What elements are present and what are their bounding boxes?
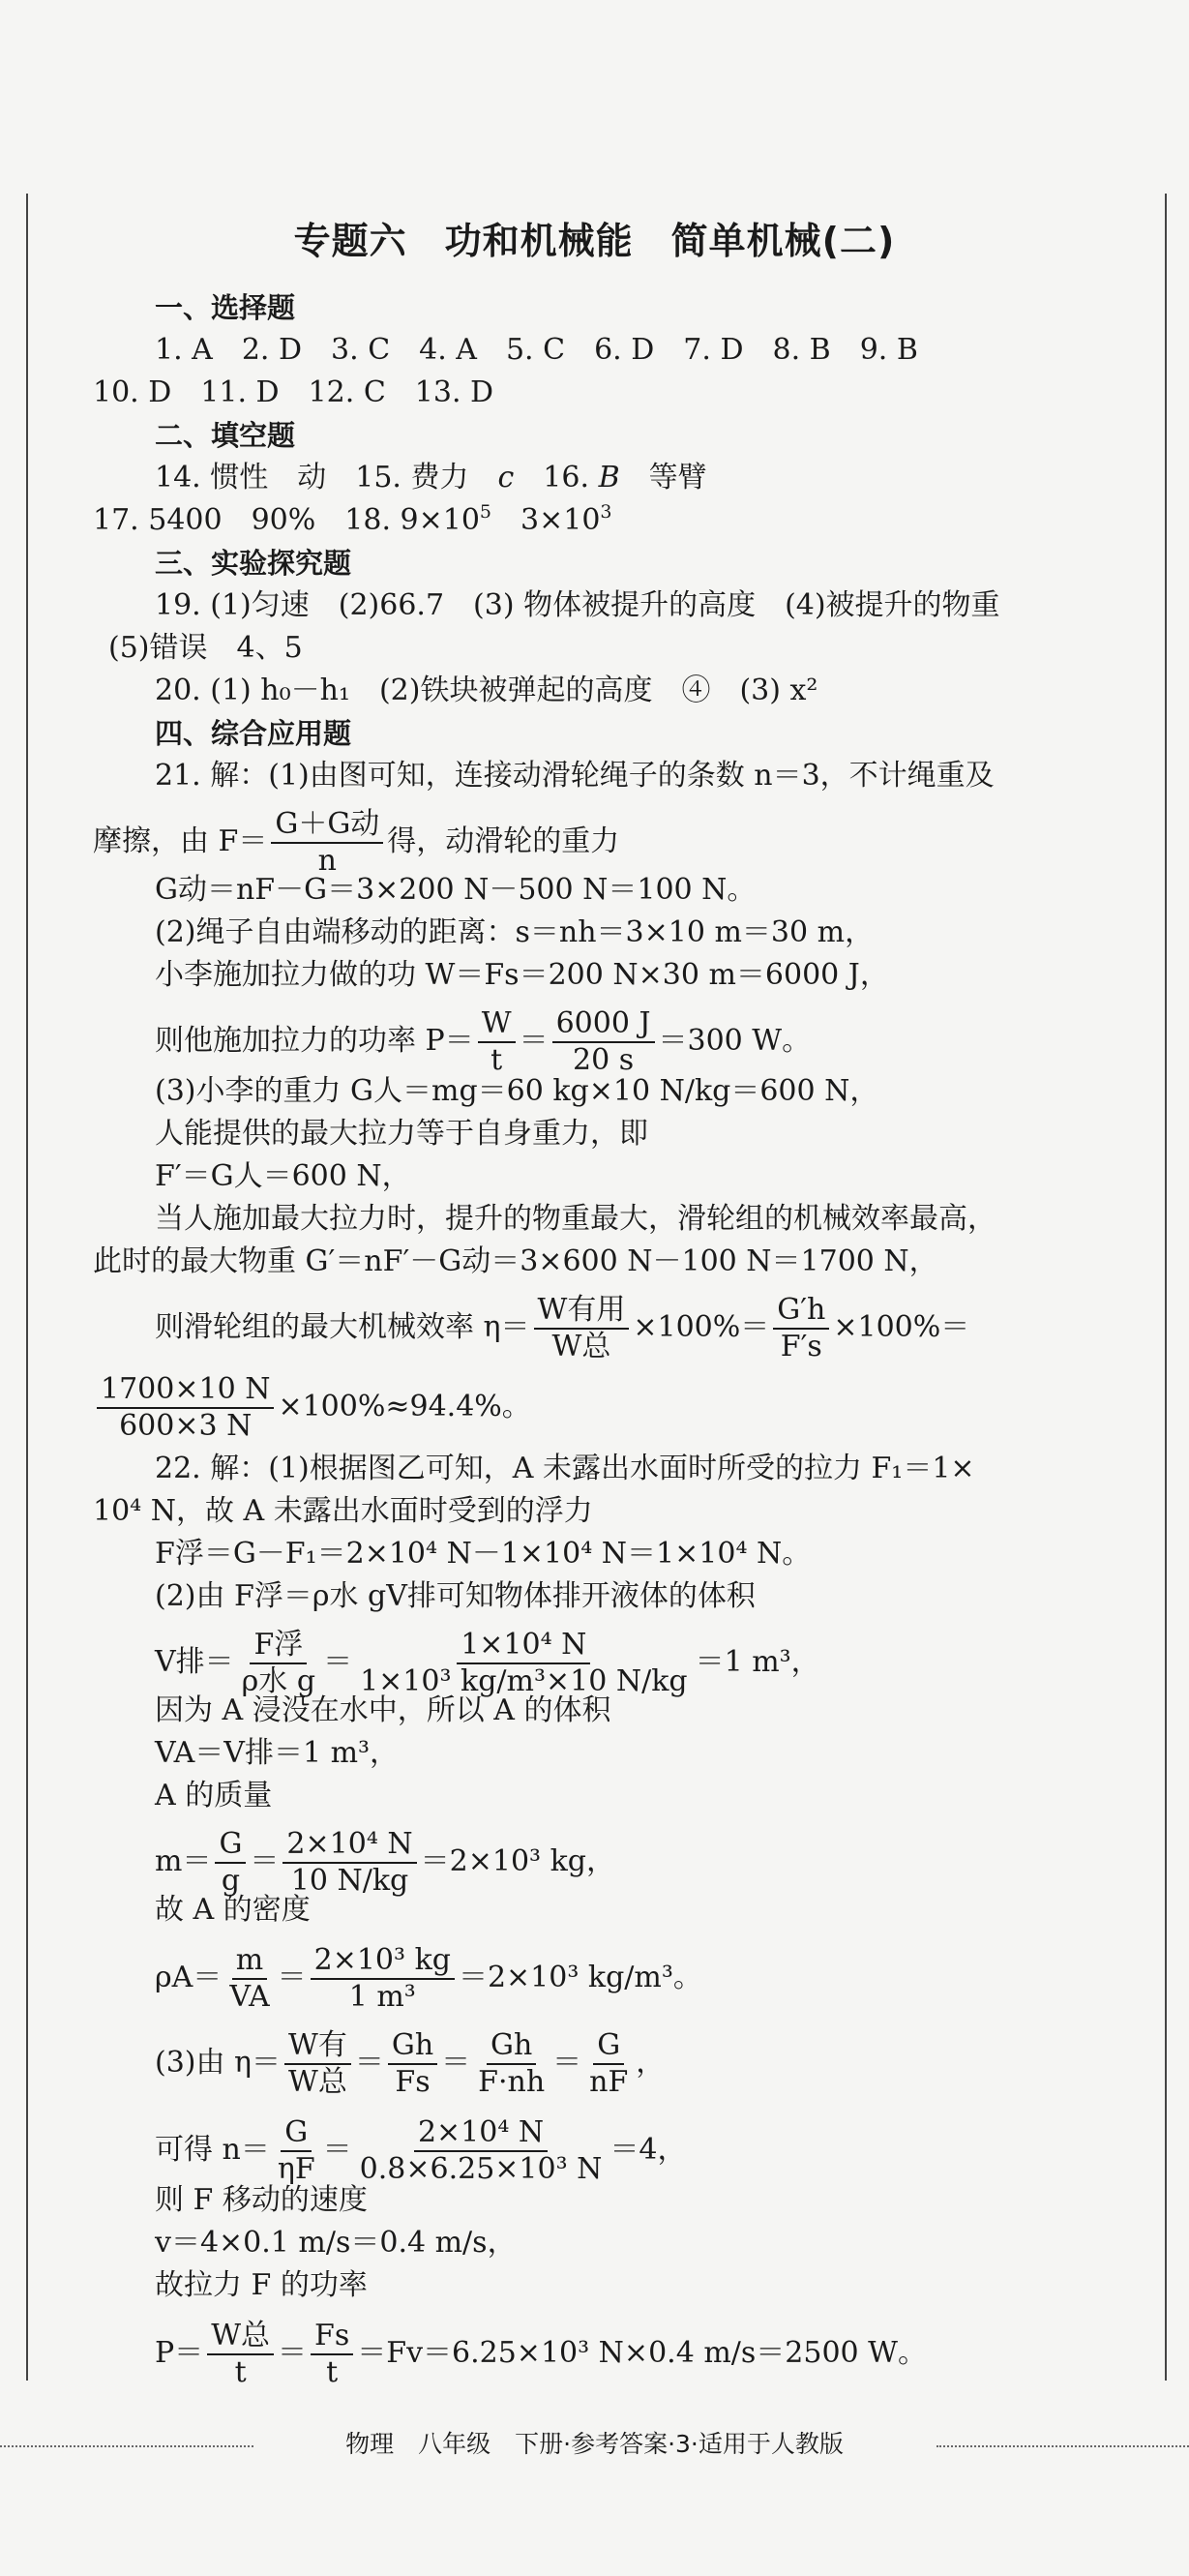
q22-line-1: 22. 解：(1)根据图乙可知，A 未露出水面时所受的拉力 F₁＝1×: [155, 1452, 975, 1485]
choice-answers-row-1: 1. A 2. D 3. C 4. A 5. C 6. D 7. D 8. B 9. B: [155, 333, 918, 367]
q22-line-17: P＝ $\frac{\text{W总}}{t}$ ＝ $\frac{Fs}{t}$ ＝Fv＝6.25×10³ N×0.4 m/s＝2500 W。: [155, 2319, 927, 2389]
q22-line-13: 可得 n＝ $\frac{G}{\eta F}$ ＝ $\frac{\text{2×10⁴ N}}{\text{0.8×6.25×10³ N}}$ ＝4，: [155, 2115, 687, 2186]
q19-answer-line-2: (5)错误 4、5: [108, 631, 303, 665]
q22-line-16: 故拉力 F 的功率: [155, 2268, 368, 2302]
q22-line-8: A 的质量: [155, 1779, 273, 1812]
right-margin-rule: [1165, 194, 1167, 2381]
q22-line-9: m＝ $\frac{G}{g}$ ＝ $\frac{\text{2×10⁴ N}}{10 N/kg}$ ＝2×10³ kg，: [155, 1827, 615, 1898]
q22-line-6: 因为 A 浸没在水中，所以 A 的体积: [155, 1693, 611, 1727]
q22-line-7: VA＝V排＝1 m³，: [155, 1736, 400, 1770]
page-title: 专题六 功和机械能 简单机械(二): [293, 220, 896, 262]
q22-line-15: v＝4×0.1 m/s＝0.4 m/s，: [155, 2226, 517, 2260]
left-margin-rule: [26, 194, 28, 2381]
q20-answer: 20. (1) h₀－h₁ (2)铁块被弹起的高度 ④ (3) x²: [155, 674, 818, 707]
footer-dotted-rule-right: [936, 2445, 1189, 2447]
q21-line-6: 则他施加拉力的功率 P＝ $\frac{W}{t}$ ＝ $\frac{6000 J}{20 s}$ ＝300 W。: [155, 1006, 812, 1077]
choice-answers-row-2: 10. D 11. D 12. C 13. D: [93, 375, 494, 409]
q21-line-13: $\frac{1700\times 10 N}{600\times 3 N}$ ×100%≈94.4%。: [93, 1372, 531, 1444]
q21-line-7: (3)小李的重力 G人＝mg＝60 kg×10 N/kg＝600 N，: [155, 1074, 879, 1108]
section-heading-fill: 二、填空题: [155, 419, 296, 452]
q21-line-12: 则滑轮组的最大机械效率 η＝ $\frac{\text{W有用}}{\text{W总}}$ ×100%＝ $\frac{G'h}{F's}$ ×100%＝: [155, 1293, 970, 1363]
q21-line-3: G动＝nF－G＝3×200 N－500 N＝100 N。: [155, 873, 757, 907]
q21-line-10: 当人施加最大拉力时，提升的物重最大，滑轮组的机械效率最高，: [155, 1202, 996, 1236]
q22-line-4: (2)由 F浮＝ρ水 gV排可知物体排开液体的体积: [155, 1579, 756, 1613]
q22-line-10: 故 A 的密度: [155, 1893, 311, 1927]
q22-line-11: ρA＝ $\frac{m}{VA}$ ＝ $\frac{\text{2×10³ kg}}{\text{1 m³}}$ ＝2×10³ kg/m³。: [155, 1943, 702, 2014]
q22-line-12: (3)由 η＝ $\frac{\text{W有}}{\text{W总}}$ ＝ $\frac{Gh}{Fs}$ ＝ $\frac{Gh}{F\cdot nh}$ ＝ $\frac{G}{nF}$ ，: [155, 2028, 666, 2099]
q22-line-3: F浮＝G－F₁＝2×10⁴ N－1×10⁴ N＝1×10⁴ N。: [155, 1537, 812, 1571]
q21-line-5: 小李施加拉力做的功 W＝Fs＝200 N×30 m＝6000 J，: [155, 958, 889, 992]
q21-line-9: F′＝G人＝600 N，: [155, 1159, 411, 1193]
q21-line-11: 此时的最大物重 G′＝nF′－G动＝3×600 N－100 N＝1700 N，: [93, 1244, 938, 1278]
q21-line-1: 21. 解：(1)由图可知，连接动滑轮绳子的条数 n＝3，不计绳重及: [155, 759, 995, 793]
q21-line-8: 人能提供的最大拉力等于自身重力，即: [155, 1117, 648, 1151]
q21-line-2: 摩擦，由 F＝ $\frac{\text{G＋G动}}{n}$ 得，动滑轮的重力: [93, 807, 620, 878]
q19-answer-line-1: 19. (1)匀速 (2)66.7 (3) 物体被提升的高度 (4)被提升的物重: [155, 588, 1000, 622]
q21-line-4: (2)绳子自由端移动的距离：s＝nh＝3×10 m＝30 m，: [155, 915, 875, 949]
q22-line-2: 10⁴ N，故 A 未露出水面时受到的浮力: [93, 1494, 593, 1528]
section-heading-experiment: 三、实验探究题: [155, 547, 352, 580]
q22-line-14: 则 F 移动的速度: [155, 2183, 368, 2217]
page-footer: 物理 八年级 下册·参考答案·3·适用于人教版: [345, 2430, 844, 2458]
fill-answers-row-1: 14. 惯性 动 15. 费力 c 16. B 等臂: [155, 461, 707, 494]
section-heading-application: 四、综合应用题: [155, 717, 352, 750]
q22-line-5: V排＝ $\frac{\text{F浮}}{\text{ρ水 g}}$ ＝ $\frac{\text{1×10⁴ N}}{\text{1×10³ kg/m³×10 N/kg}}$ ＝1 m³，: [155, 1628, 820, 1698]
fill-answers-row-2: 17. 5400 90% 18. $9\times 10^5$ $3\times 10^3$: [93, 501, 612, 537]
fraction: $\frac{\text{G＋G动}}{n}$: [271, 807, 383, 879]
section-heading-choice: 一、选择题: [155, 291, 296, 324]
